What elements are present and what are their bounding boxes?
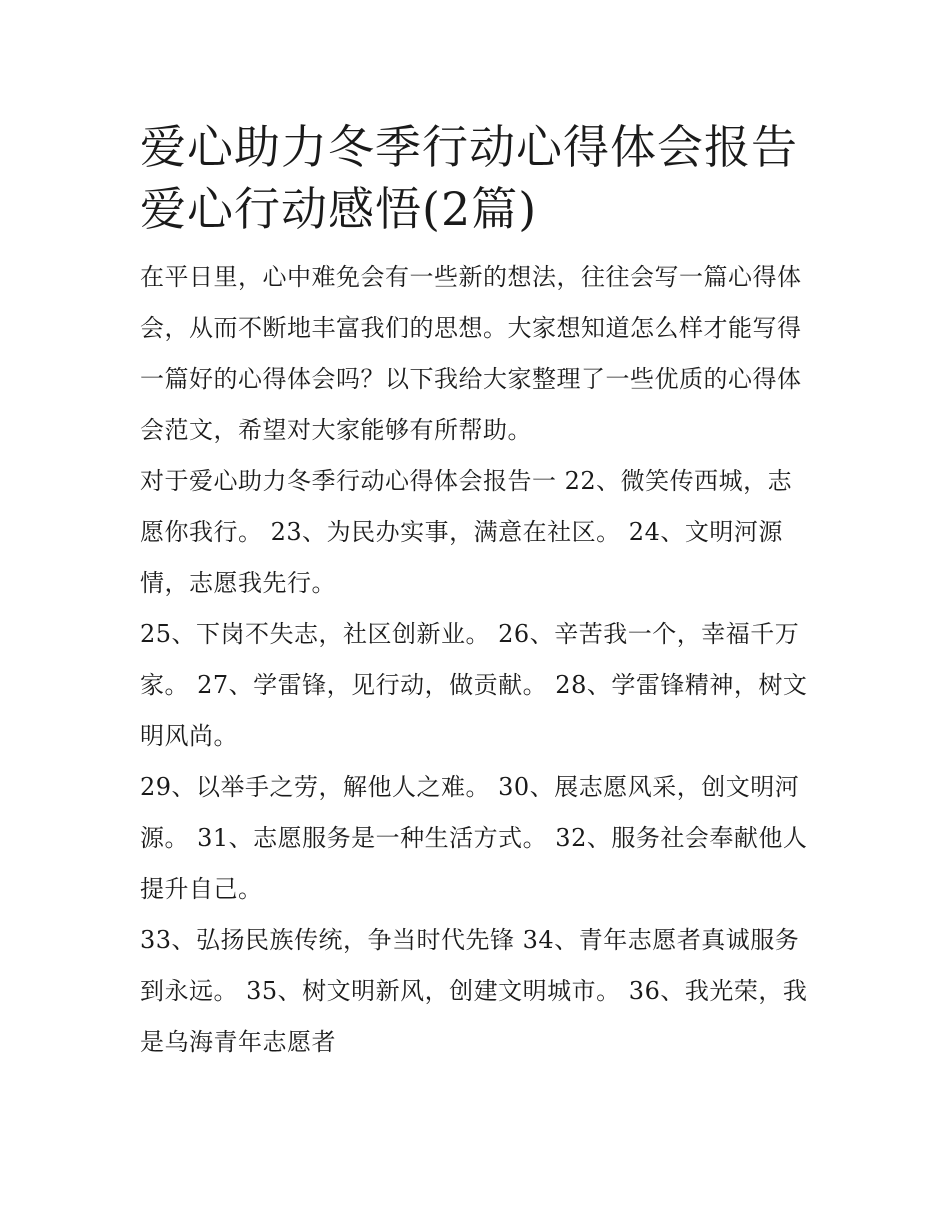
intro-paragraph: 在平日里，心中难免会有一些新的想法，往往会写一篇心得体会，从而不断地丰富我们的思想。大家想知道怎么样才能写得一篇好的心得体会吗？以下我给大家整理了一些优质的心得体会范文，希望对大家能够有所帮助。 [140, 263, 802, 444]
slogan-paragraph-1: 对于爱心助力冬季行动心得体会报告一 22、微笑传西城，志愿你我行。 23、为民办实事，满意在社区。 24、文明河源情，志愿我先行。 [140, 467, 793, 597]
document-body [140, 116, 812, 1068]
slogan-paragraph-4: 33、弘扬民族传统，争当时代先锋 34、青年志愿者真诚服务到永远。 35、树文明新风，创建文明城市。 36、我光荣，我是乌海青年志愿者 [140, 926, 808, 1056]
slogan-paragraph-2: 25、下岗不失志，社区创新业。 26、辛苦我一个，幸福千万家。 27、学雷锋，见行动，做贡献。 28、学雷锋精神，树文明风尚。 [140, 620, 808, 750]
slogan-paragraph-3: 29、以举手之劳，解他人之难。 30、展志愿风采，创文明河源。 31、志愿服务是一种生活方式。 32、服务社会奉献他人提升自己。 [140, 773, 808, 903]
document-title: 爱心助力冬季行动心得体会报告 爱心行动感悟(2篇) [140, 120, 798, 236]
